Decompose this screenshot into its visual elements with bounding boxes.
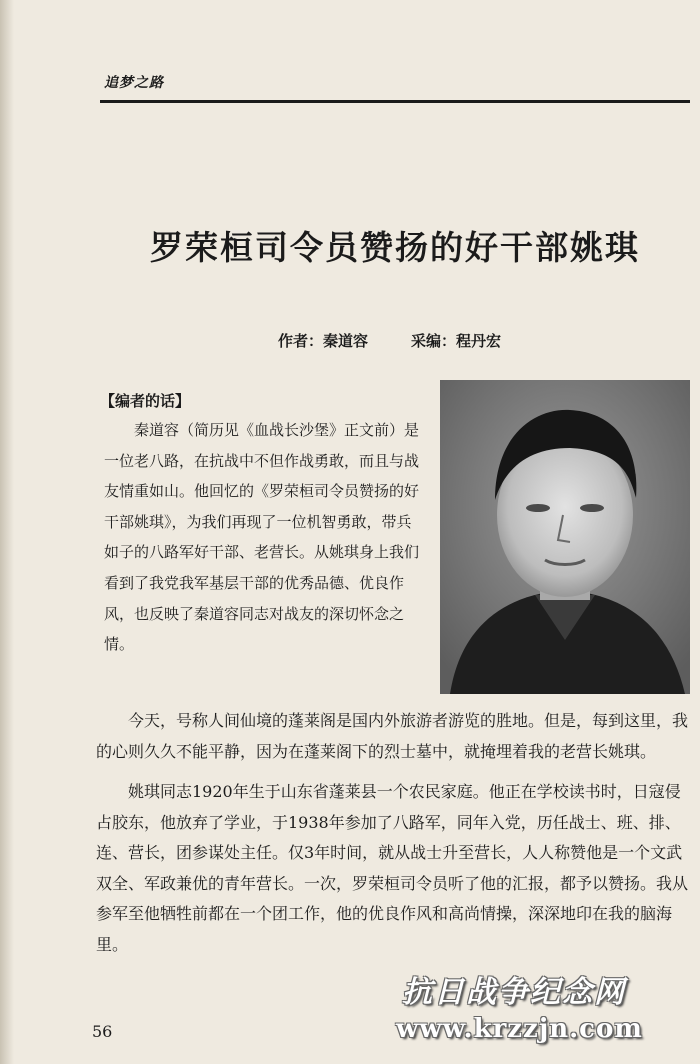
article-body: [96, 706, 690, 970]
editor-note-label: 【编者的话】: [100, 392, 191, 410]
header-rule: [100, 100, 690, 103]
watermark-site-name: 抗日战争纪念网: [402, 975, 626, 1010]
author-credit: 作者：秦道容: [278, 332, 369, 350]
editor-credit: 采编：程丹宏: [411, 332, 502, 350]
page-binding-shadow: [0, 0, 14, 1064]
page-number: 56: [92, 1022, 113, 1041]
portrait-image: [440, 380, 690, 694]
body-paragraph: 今天，号称人间仙境的蓬莱阁是国内外旅游者游览的胜地。但是，每到这里，我的心则久久不能平静，因为在蓬莱阁下的烈士墓中，就掩埋着我的老营长姚琪。: [96, 711, 689, 761]
portrait-photo: [440, 380, 690, 694]
article-title: 罗荣桓司令员赞扬的好干部姚琪: [150, 228, 640, 267]
editor-note-text: 秦道容（简历见《血战长沙堡》正文前）是一位老八路，在抗战中不但作战勇敢，而且与战友情重如山。他回忆的《罗荣桓司令员赞扬的好干部姚琪》，为我们再现了一位机智勇敢，带兵如子的八路军好干部、老营长。从姚琪身上我们看到了我党我军基层干部的优秀品德、优良作风，也反映了秦道容同志对战友的深切怀念之情。: [104, 421, 420, 654]
body-paragraph: 姚琪同志1920年生于山东省蓬莱县一个农民家庭。他正在学校读书时，日寇侵占胶东，他放弃了学业，于1938年参加了八路军，同年入党，历任战士、班、排、连、营长，团参谋处主任。仅3年时间，就从战士升至营长，人人称赞他是一个文武双全、军政兼优的青年营长。一次，罗荣桓司令员听了他的汇报，都予以赞扬。我从参军至他牺牲前都在一个团工作，他的优良作风和高尚情操，深深地印在我的脑海里。: [96, 782, 689, 954]
watermark-url: www.krzzjn.com: [396, 1014, 643, 1044]
section-title: 追梦之路: [104, 75, 164, 91]
